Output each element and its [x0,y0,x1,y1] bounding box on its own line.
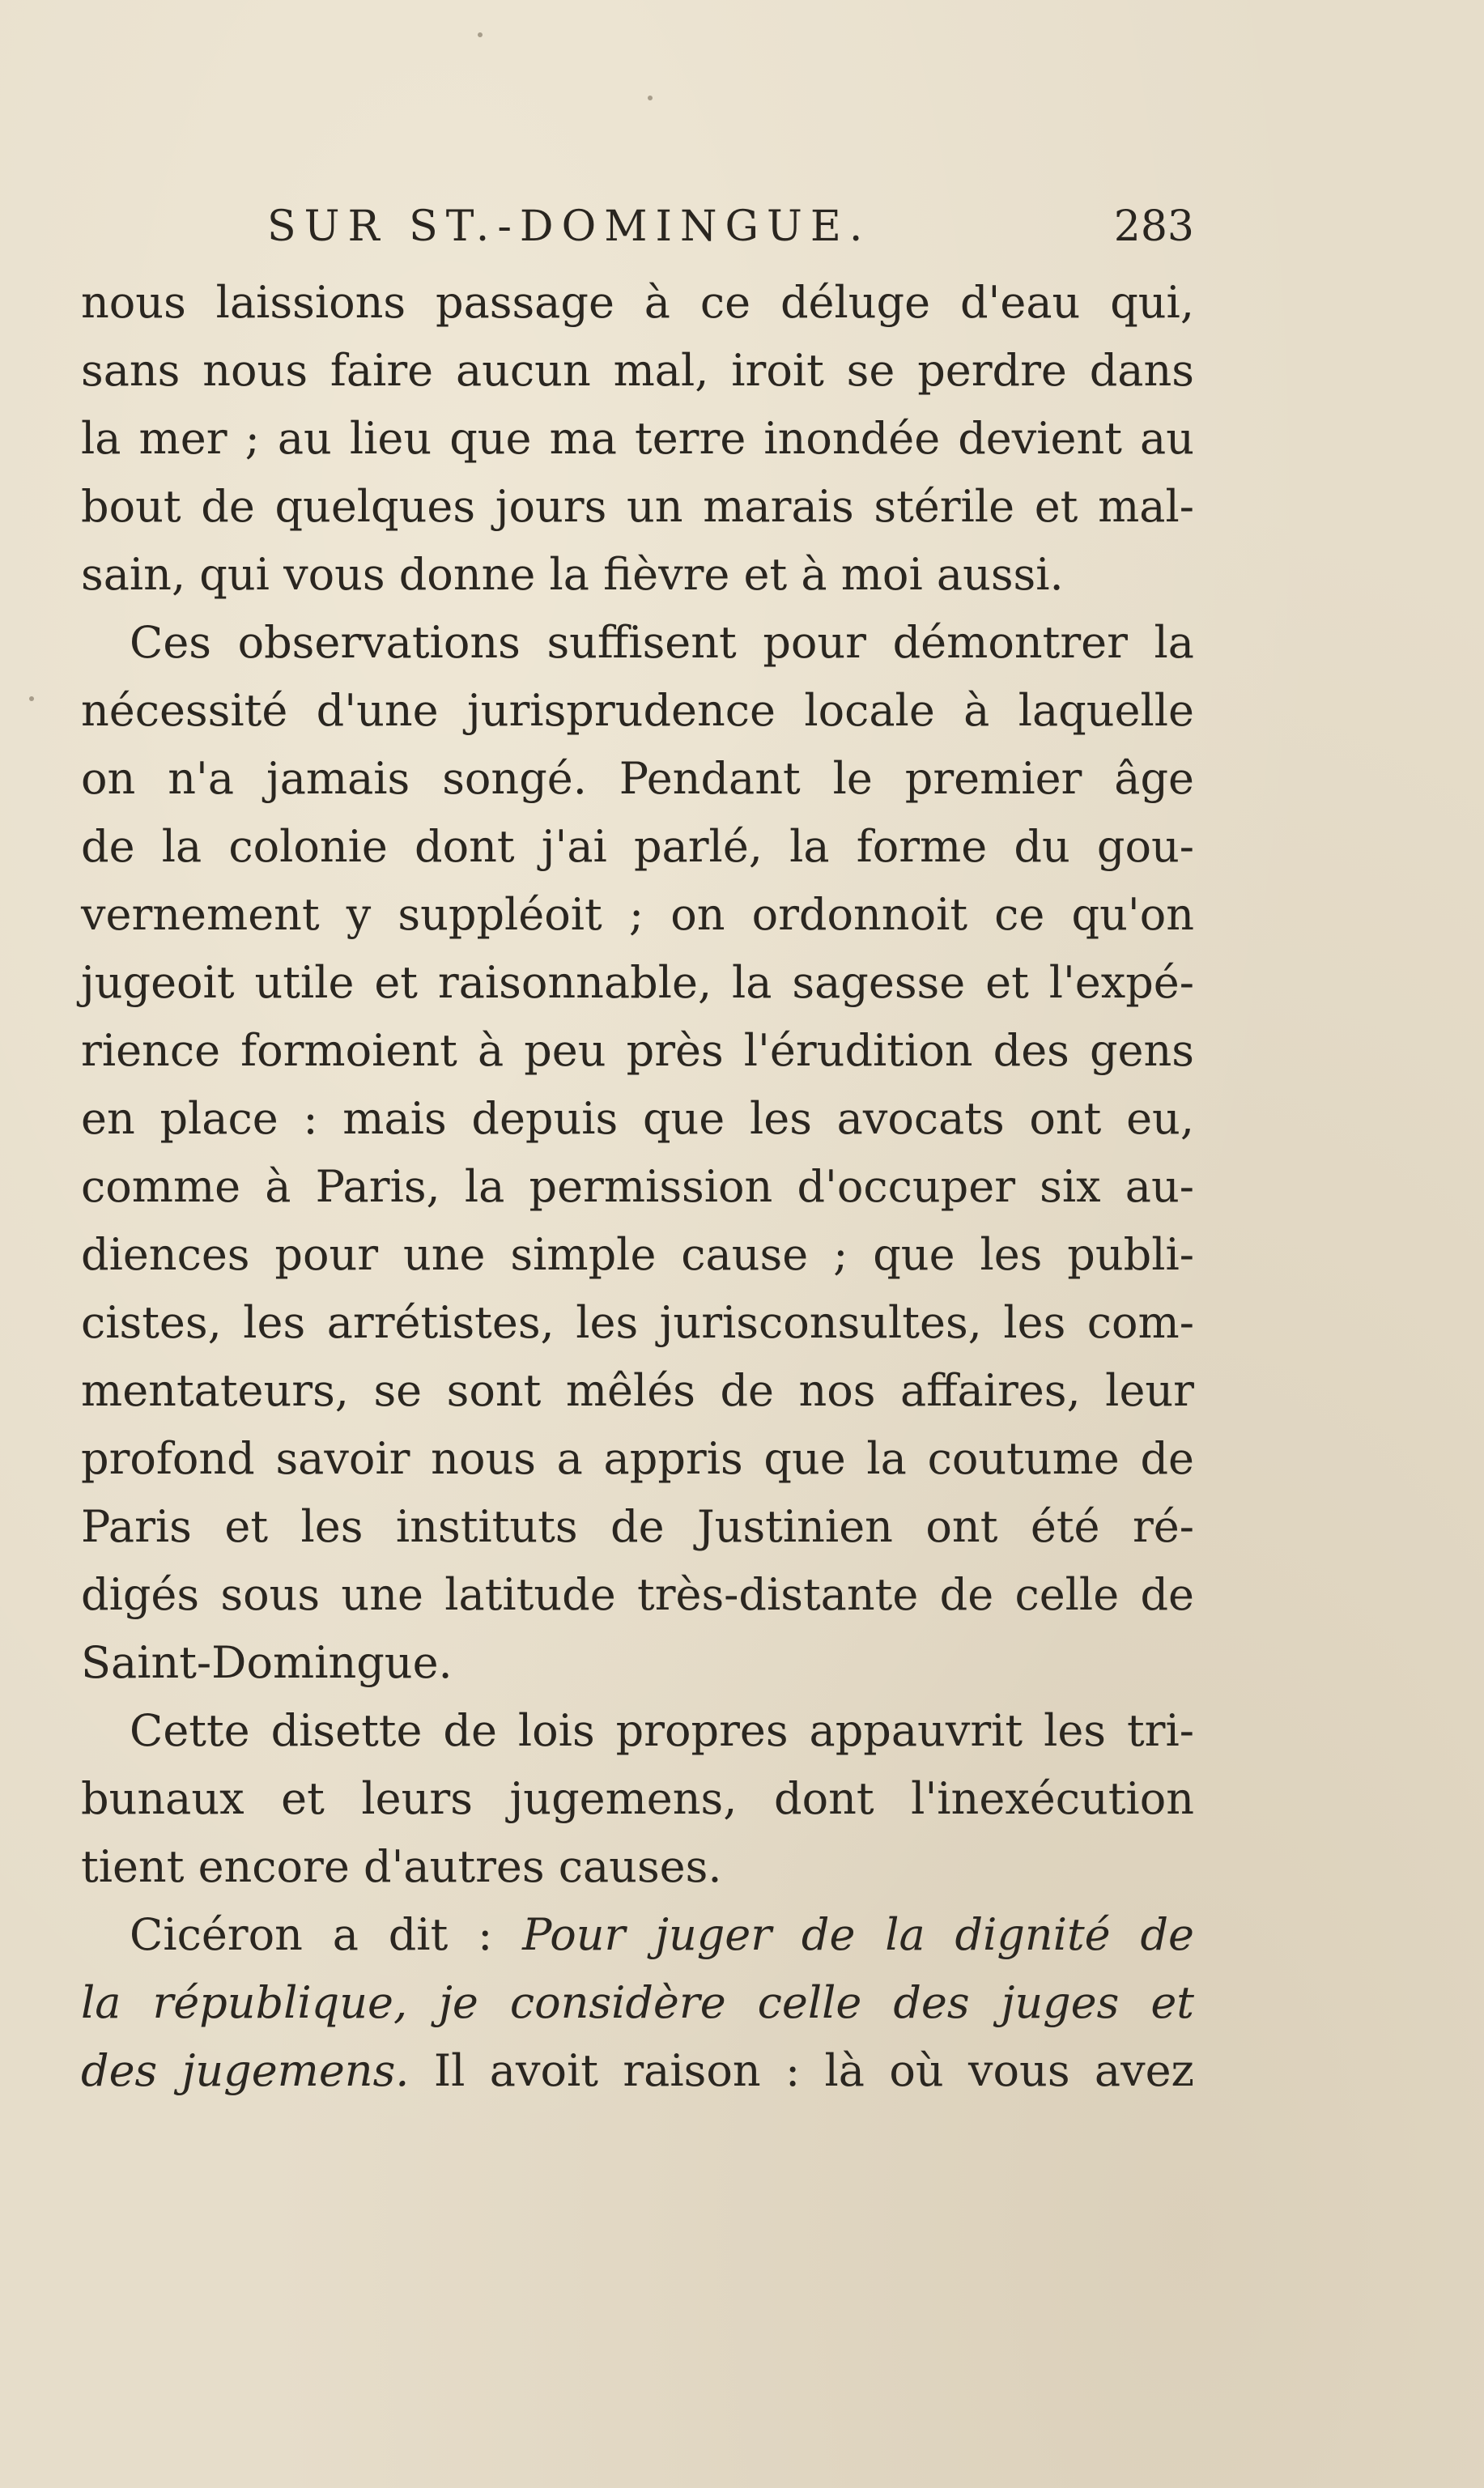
paragraph-2 [81,609,1194,1697]
text-run: Cicéron a dit : [130,1909,523,1960]
text-line: mentateurs, se sont mêlés de nos affaires, leur [81,1365,1194,1416]
paper-speck [478,32,483,37]
paper-speck [29,696,34,701]
text-line: nous laissions passage à ce déluge d'eau qui, [81,277,1194,328]
text-line: on n'a jamais songé. Pendant le premier âge [81,753,1194,804]
text-line: profond savoir nous a appris que la coutume de [81,1433,1194,1484]
text-line: bunaux et leurs jugemens, dont l'inexécution [81,1773,1194,1824]
text-line: sans nous faire aucun mal, iroit se perdre dans [81,345,1194,396]
quotation-text: Pour juger de la dignité de [522,1909,1194,1960]
running-header [81,194,1194,259]
text-line: digés sous une latitude très-distante de celle de [81,1569,1194,1620]
running-title: SUR ST.-DOMINGUE. [267,202,871,251]
text-line: comme à Paris, la permission d'occuper six au- [81,1161,1194,1212]
text-line: la mer ; au lieu que ma terre inondée devient au [81,413,1194,464]
quotation-text: des jugemens. [81,2045,410,2096]
text-line: jugeoit utile et raisonnable, la sagesse et l'expé- [81,957,1194,1008]
text-run: Il avoit raison : là où vous avez [409,2045,1194,2096]
text-line: diences pour une simple cause ; que les publi- [81,1229,1194,1280]
page-number: 283 [1113,202,1194,251]
text-line: cistes, les arrétistes, les jurisconsultes, les com- [81,1297,1194,1348]
text-line: vernement y suppléoit ; on ordonnoit ce qu'on [81,889,1194,940]
text-line [81,1901,1194,1969]
text-line [81,1969,1194,2037]
paragraph-1 [81,269,1194,609]
body-text [81,269,1194,2105]
paragraph-4 [81,1901,1194,2105]
quotation-text: la république, je considère celle des juges et [81,1977,1194,2028]
text-line: en place : mais depuis que les avocats ont eu, [81,1093,1194,1144]
text-line: rience formoient à peu près l'érudition des gens [81,1025,1194,1076]
paper-speck [648,96,653,100]
paragraph-3 [81,1697,1194,1901]
text-line: Cette disette de lois propres appauvrit les tri- [130,1705,1194,1756]
text-line: tient encore d'autres causes. [81,1841,722,1892]
text-line: Ces observations suffisent pour démontrer la [130,617,1194,668]
text-line: de la colonie dont j'ai parlé, la forme du gou- [81,821,1194,872]
text-line: Paris et les instituts de Justinien ont été ré- [81,1501,1194,1552]
text-line: bout de quelques jours un marais stérile et mal- [81,481,1194,532]
text-line: Saint-Domingue. [81,1637,453,1688]
text-line: sain, qui vous donne la fièvre et à moi aussi. [81,549,1064,600]
text-line [81,2037,1194,2105]
text-line: nécessité d'une jurisprudence locale à laquelle [81,685,1194,736]
